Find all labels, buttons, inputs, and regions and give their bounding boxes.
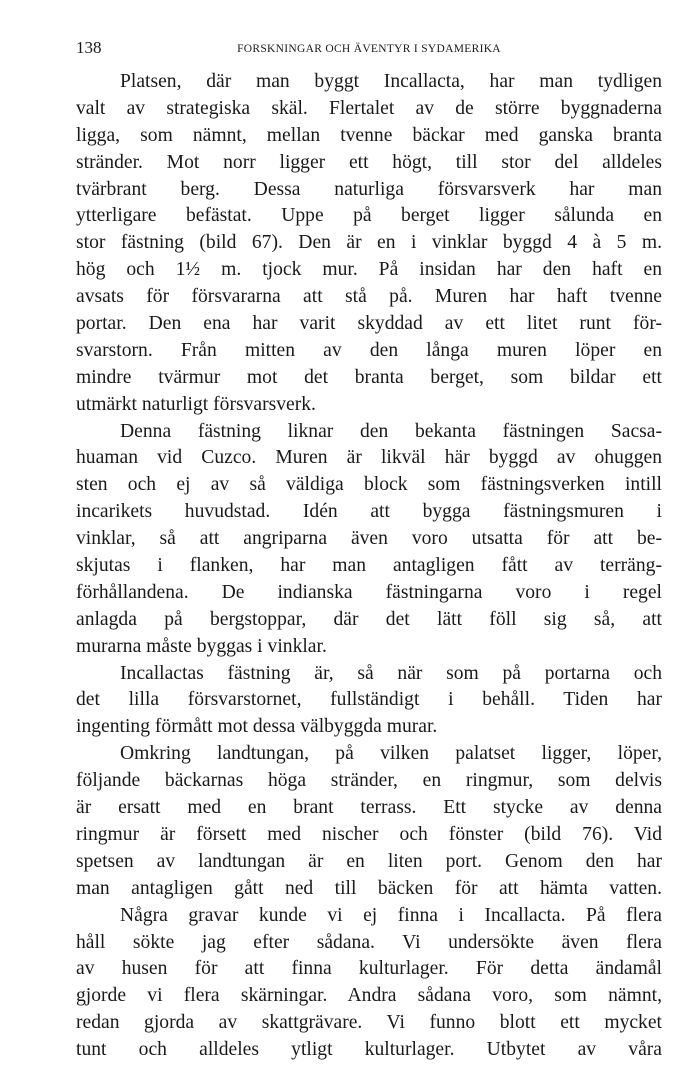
text-line: Några gravar kunde vi ej finna i Incallacta. På flera [120,904,662,926]
text-line: anlagda på bergstoppar, där det lätt föll sig så, att [76,608,662,630]
body-text [76,69,662,1064]
text-line: följande bäckarnas höga stränder, en ringmur, som delvis [76,770,662,792]
text-line: murarna måste byggas i vinklar. [76,635,327,657]
text-line: förhållandena. De indianska fästningarna voro i regel [76,581,662,603]
text-line: skjutas i flanken, har man antagligen fått av terräng- [76,555,662,577]
text-line: ringmur är försett med nischer och fönster (bild 76). Vid [76,823,662,845]
text-line: spetsen av landtungan är en liten port. Genom den har [76,850,662,872]
text-line: huaman vid Cuzco. Muren är likväl här byggd av ohuggen [76,447,662,469]
text-line: ingenting förmått mot dessa välbyggda murar. [76,716,438,738]
text-line: ligga, som nämnt, mellan tvenne bäckar med ganska branta [76,124,662,146]
text-line: Platsen, där man byggt Incallacta, har man tydligen [120,71,662,92]
text-line: valt av strategiska skäl. Flertalet av de större byggnaderna [76,97,662,119]
page-number: 138 [76,38,102,57]
text-line: av husen för att finna kulturlager. För detta ändamål [76,958,662,980]
text-line: det lilla försvarstornet, fullständigt i behåll. Tiden har [76,689,662,711]
page-header [76,36,662,60]
text-line: utmärkt naturligt försvarsverk. [76,393,316,415]
text-line: stor fästning (bild 67). Den är en i vinklar byggd 4 à 5 m. [76,232,662,254]
text-line: ytterligare befästat. Uppe på berget ligger sålunda en [76,205,662,227]
text-line: redan gjorda av skattgrävare. Vi funno blott ett mycket [76,1012,662,1034]
text-line: tunt och alldeles ytligt kulturlager. Utbytet av våra [76,1039,662,1061]
text-line: Denna fästning liknar den bekanta fästningen Sacsa- [120,420,662,442]
running-title: FORSKNINGAR OCH ÄVENTYR I SYDAMERIKA [237,43,501,55]
text-line: håll sökte jag efter sådana. Vi undersökte även flera [76,931,662,953]
text-line: man antagligen gått ned till bäcken för att hämta vatten. [76,877,662,899]
text-line: stränder. Mot norr ligger ett högt, till stor del alldeles [76,151,662,173]
text-line: svarstorn. Från mitten av den långa muren löper en [76,339,662,361]
text-line: incarikets huvudstad. Idén att bygga fästningsmuren i [76,501,662,523]
text-line: avsats för försvararna att stå på. Muren har haft tvenne [76,286,662,308]
text-line: vinklar, så att angriparna även voro utsatta för att be- [76,528,662,550]
text-line: portar. Den ena har varit skyddad av ett litet runt för- [76,313,662,335]
text-line: sten och ej av så väldiga block som fästningsverken intill [76,474,662,496]
text-line: gjorde vi flera skärningar. Andra sådana voro, som nämnt, [76,985,662,1007]
text-line: Omkring landtungan, på vilken palatset ligger, löper, [120,743,662,765]
text-line: är ersatt med en brant terrass. Ett stycke av denna [76,797,662,819]
text-line: tvärbrant berg. Dessa naturliga försvarsverk har man [76,178,662,200]
text-line: mindre tvärmur mot det branta berget, som bildar ett [76,366,662,388]
text-line: hög och 1½ m. tjock mur. På insidan har den haft en [76,259,662,281]
text-line: Incallactas fästning är, så när som på portarna och [120,662,662,684]
